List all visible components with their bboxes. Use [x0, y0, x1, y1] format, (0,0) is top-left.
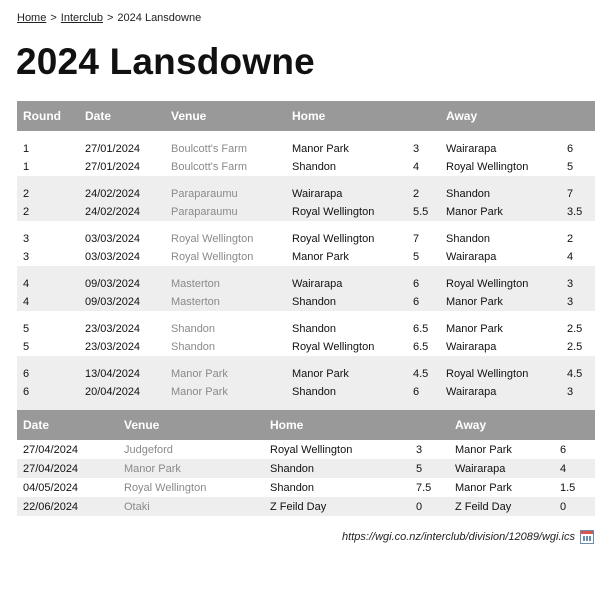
match-home-score: 4.5	[407, 365, 440, 383]
match-date: 23/03/2024	[85, 323, 141, 335]
breadcrumb-interclub-link[interactable]: Interclub	[60, 12, 103, 24]
extra-table-header	[17, 410, 595, 440]
match-away-score: 6	[567, 143, 574, 155]
match-away: Manor Park	[440, 203, 561, 221]
match-venue: Royal Wellington	[171, 233, 254, 245]
match-home-score: 3	[413, 143, 420, 155]
match-away: Z Feild Day	[449, 497, 554, 516]
match-venue: Judgeford	[124, 443, 173, 456]
header-away-score	[554, 410, 595, 440]
match-home-score: 5	[410, 459, 449, 478]
match-home-score: 6	[407, 293, 440, 311]
match-venue: Masterton	[165, 275, 286, 293]
match-round: 1	[23, 161, 30, 173]
match-venue: Shandon	[171, 341, 216, 353]
header-venue: Venue	[118, 410, 264, 440]
match-home-score: 6	[407, 383, 440, 401]
match-venue: Paraparaumu	[165, 203, 286, 221]
match-date: 04/05/2024	[23, 481, 79, 494]
match-venue: Otaki	[118, 497, 264, 516]
table-row	[17, 365, 595, 383]
match-round: 1	[23, 143, 30, 155]
match-away-score: 4	[554, 459, 595, 478]
match-venue: Royal Wellington	[171, 251, 254, 263]
round-spacer	[17, 131, 595, 140]
match-home: Royal Wellington	[270, 443, 353, 456]
match-away-score: 3	[561, 383, 595, 401]
ics-link-row	[342, 530, 594, 544]
table-row	[17, 383, 595, 401]
round-table	[17, 101, 595, 410]
table-row	[17, 478, 595, 497]
match-date: 24/02/2024	[79, 203, 165, 221]
match-away: Wairarapa	[446, 341, 497, 353]
match-date: 03/03/2024	[85, 233, 141, 245]
match-round: 5	[23, 341, 30, 353]
header-date: Date	[79, 101, 165, 131]
match-away: Shandon	[446, 233, 491, 245]
match-home-score: 7	[413, 233, 420, 245]
match-home: Royal Wellington	[292, 341, 375, 353]
match-away-score: 3	[561, 293, 595, 311]
round-table-header	[17, 101, 595, 131]
match-away: Shandon	[440, 185, 561, 203]
breadcrumb-separator: >	[106, 12, 114, 24]
match-away: Royal Wellington	[446, 161, 529, 173]
match-home: Manor Park	[286, 365, 407, 383]
page-title: 2024 Lansdowne	[16, 41, 315, 82]
table-row	[17, 320, 595, 338]
header-away: Away	[440, 101, 561, 131]
match-home-score: 6.5	[413, 341, 429, 353]
match-round: 4	[17, 275, 79, 293]
match-home: Royal Wellington	[292, 233, 375, 245]
extra-table-body	[17, 440, 595, 516]
match-home-score: 5.5	[407, 203, 440, 221]
match-away-score: 5	[567, 161, 574, 173]
match-date: 09/03/2024	[79, 275, 165, 293]
table-row	[17, 158, 595, 176]
match-away-score: 4.5	[561, 365, 595, 383]
match-venue: Masterton	[165, 293, 286, 311]
match-venue: Manor Park	[165, 383, 286, 401]
table-row	[17, 459, 595, 478]
match-home-score: 0	[410, 497, 449, 516]
match-date: 27/01/2024	[85, 143, 141, 155]
match-venue: Boulcott's Farm	[171, 143, 248, 155]
round-spacer	[17, 401, 595, 410]
match-date: 27/04/2024	[23, 443, 79, 456]
match-home-score: 6	[407, 275, 440, 293]
match-date: 24/02/2024	[79, 185, 165, 203]
breadcrumb	[17, 12, 201, 24]
round-spacer	[17, 176, 595, 185]
match-home: Royal Wellington	[286, 203, 407, 221]
match-home-score: 2	[407, 185, 440, 203]
match-home: Manor Park	[292, 251, 349, 263]
round-spacer	[17, 356, 595, 365]
match-home-score: 4	[413, 161, 420, 173]
match-home-score: 3	[416, 443, 423, 456]
match-home: Wairarapa	[286, 185, 407, 203]
match-venue: Manor Park	[165, 365, 286, 383]
match-away: Manor Park	[440, 293, 561, 311]
table-row	[17, 185, 595, 203]
table-row	[17, 440, 595, 459]
match-venue: Shandon	[171, 323, 216, 335]
header-away: Away	[449, 410, 554, 440]
match-away-score: 1.5	[560, 481, 576, 494]
match-away: Wairarapa	[446, 143, 497, 155]
match-date: 03/03/2024	[85, 251, 141, 263]
match-away-score: 0	[554, 497, 595, 516]
match-away: Manor Park	[455, 481, 512, 494]
match-home: Z Feild Day	[264, 497, 410, 516]
table-row	[17, 497, 595, 516]
match-venue: Royal Wellington	[124, 481, 207, 494]
match-away: Manor Park	[446, 323, 503, 335]
match-venue: Boulcott's Farm	[171, 161, 248, 173]
match-away-score: 6	[560, 443, 567, 456]
header-date: Date	[17, 410, 118, 440]
match-date: 13/04/2024	[79, 365, 165, 383]
table-row	[17, 293, 595, 311]
match-round: 5	[23, 323, 30, 335]
match-date: 27/01/2024	[85, 161, 141, 173]
match-away-score: 7	[561, 185, 595, 203]
round-spacer	[17, 266, 595, 275]
header-home: Home	[286, 101, 407, 131]
match-home: Wairarapa	[286, 275, 407, 293]
table-row	[17, 275, 595, 293]
match-home: Shandon	[264, 459, 410, 478]
breadcrumb-home-link[interactable]: Home	[17, 12, 47, 24]
extra-table	[17, 410, 595, 516]
match-home-score: 6.5	[413, 323, 429, 335]
table-row	[17, 248, 595, 266]
match-home-score: 5	[413, 251, 420, 263]
ics-url[interactable]: https://wgi.co.nz/interclub/division/12089/wgi.ics	[342, 531, 575, 543]
header-home-score	[410, 410, 449, 440]
match-round: 3	[23, 233, 30, 245]
match-away-score: 2	[567, 233, 574, 245]
match-round: 6	[17, 383, 79, 401]
header-home-score	[407, 101, 440, 131]
match-home: Shandon	[286, 383, 407, 401]
header-venue: Venue	[165, 101, 286, 131]
match-away: Wairarapa	[446, 251, 497, 263]
match-away: Wairarapa	[440, 383, 561, 401]
match-home: Shandon	[292, 323, 337, 335]
table-row	[17, 203, 595, 221]
table-row	[17, 338, 595, 356]
match-away-score: 2.5	[567, 341, 583, 353]
header-away-score	[561, 101, 595, 131]
match-away: Royal Wellington	[440, 275, 561, 293]
match-home: Shandon	[292, 161, 337, 173]
match-away: Royal Wellington	[440, 365, 561, 383]
match-date: 22/06/2024	[17, 497, 118, 516]
calendar-icon[interactable]	[580, 530, 594, 544]
round-spacer	[17, 221, 595, 230]
match-round: 3	[23, 251, 30, 263]
table-row	[17, 230, 595, 248]
match-home: Manor Park	[292, 143, 349, 155]
match-home: Shandon	[270, 481, 315, 494]
match-round: 6	[17, 365, 79, 383]
round-spacer	[17, 311, 595, 320]
match-away: Wairarapa	[449, 459, 554, 478]
match-date: 27/04/2024	[17, 459, 118, 478]
breadcrumb-separator: >	[50, 12, 57, 24]
match-away-score: 3.5	[561, 203, 595, 221]
match-venue: Manor Park	[118, 459, 264, 478]
match-away: Manor Park	[455, 443, 512, 456]
match-away-score: 2.5	[567, 323, 583, 335]
breadcrumb-current: 2024 Lansdowne	[117, 12, 202, 24]
match-away-score: 3	[561, 275, 595, 293]
match-home-score: 7.5	[416, 481, 432, 494]
match-date: 20/04/2024	[79, 383, 165, 401]
match-venue: Paraparaumu	[165, 185, 286, 203]
match-date: 09/03/2024	[79, 293, 165, 311]
match-away-score: 4	[567, 251, 574, 263]
match-round: 2	[17, 203, 79, 221]
round-table-body	[17, 131, 595, 410]
match-round: 2	[17, 185, 79, 203]
table-row	[17, 140, 595, 158]
match-round: 4	[17, 293, 79, 311]
header-round: Round	[17, 101, 79, 131]
match-date: 23/03/2024	[85, 341, 141, 353]
match-home: Shandon	[286, 293, 407, 311]
header-home: Home	[264, 410, 410, 440]
